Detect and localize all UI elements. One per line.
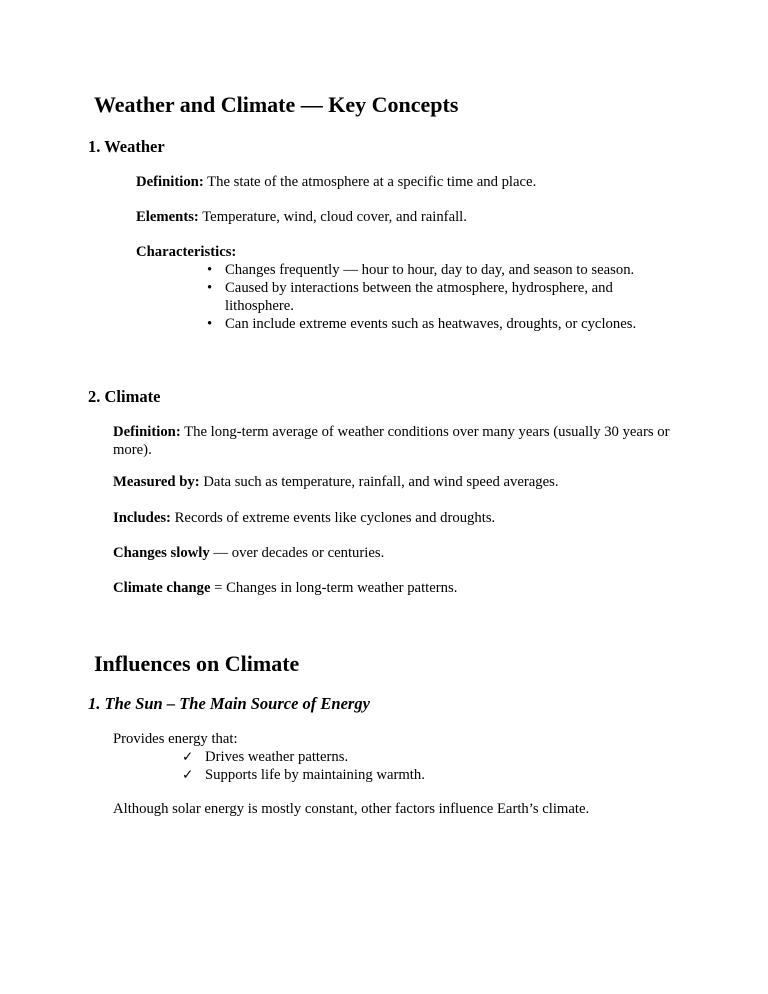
checkmark-icon: ✓ bbox=[182, 767, 194, 783]
document-title: Weather and Climate — Key Concepts bbox=[94, 92, 459, 117]
climate-change-paragraph bbox=[113, 579, 672, 597]
climate-measured-by-text: Data such as temperature, rainfall, and wind speed averages. bbox=[199, 474, 559, 490]
weather-definition-text: The state of the atmosphere at a specific time and place. bbox=[203, 174, 537, 190]
sun-check-1-text: Drives weather patterns. bbox=[205, 749, 349, 765]
climate-definition-paragraph bbox=[113, 423, 672, 459]
bullet-icon: • bbox=[207, 280, 213, 296]
list-item bbox=[182, 766, 672, 784]
bullet-icon: • bbox=[207, 262, 213, 278]
weather-characteristics-list bbox=[207, 261, 672, 333]
sun-closing-paragraph: Although solar energy is mostly constant, other factors influence Earth’s climate. bbox=[113, 801, 590, 817]
climate-changes-slowly-paragraph bbox=[113, 544, 672, 562]
weather-definition-paragraph bbox=[136, 173, 672, 191]
sun-intro-paragraph: Provides energy that: bbox=[113, 731, 238, 747]
climate-includes-label: Includes: bbox=[113, 510, 171, 526]
climate-measured-by-label: Measured by: bbox=[113, 474, 200, 490]
list-item bbox=[207, 315, 672, 333]
climate-definition-label: Definition: bbox=[113, 424, 181, 440]
climate-definition-text: The long-term average of weather conditions over many years (usually 30 years or more). bbox=[113, 424, 670, 458]
weather-bullet-3-text: Can include extreme events such as heatwaves, droughts, or cyclones. bbox=[225, 316, 637, 332]
list-item bbox=[207, 261, 672, 279]
weather-characteristics-paragraph bbox=[136, 243, 672, 261]
list-item bbox=[182, 748, 672, 766]
weather-definition-label: Definition: bbox=[136, 174, 204, 190]
influences-heading: Influences on Climate bbox=[94, 651, 300, 676]
weather-bullet-2-text: Caused by interactions between the atmosphere, hydrosphere, and lithosphere. bbox=[225, 280, 613, 314]
weather-bullet-1-text: Changes frequently — hour to hour, day to day, and season to season. bbox=[225, 262, 635, 278]
section-weather-heading: 1. Weather bbox=[88, 137, 165, 156]
checkmark-icon: ✓ bbox=[182, 749, 194, 765]
sun-section-heading: 1. The Sun – The Main Source of Energy bbox=[88, 694, 370, 713]
climate-changes-slowly-text: — over decades or centuries. bbox=[209, 545, 385, 561]
bullet-icon: • bbox=[207, 316, 213, 332]
weather-elements-label: Elements: bbox=[136, 209, 199, 225]
sun-checklist bbox=[182, 748, 672, 784]
sun-check-2-text: Supports life by maintaining warmth. bbox=[205, 767, 425, 783]
climate-includes-paragraph bbox=[113, 509, 672, 527]
list-item bbox=[207, 279, 672, 315]
section-climate-heading: 2. Climate bbox=[88, 387, 161, 406]
climate-change-label: Climate change bbox=[113, 580, 211, 596]
weather-characteristics-label: Characteristics: bbox=[136, 244, 237, 260]
weather-elements-text: Temperature, wind, cloud cover, and rainfall. bbox=[198, 209, 467, 225]
climate-changes-slowly-label: Changes slowly bbox=[113, 545, 210, 561]
climate-change-text: = Changes in long-term weather patterns. bbox=[210, 580, 458, 596]
climate-measured-by-paragraph bbox=[113, 473, 672, 491]
climate-includes-text: Records of extreme events like cyclones and droughts. bbox=[170, 510, 496, 526]
weather-elements-paragraph bbox=[136, 208, 672, 226]
